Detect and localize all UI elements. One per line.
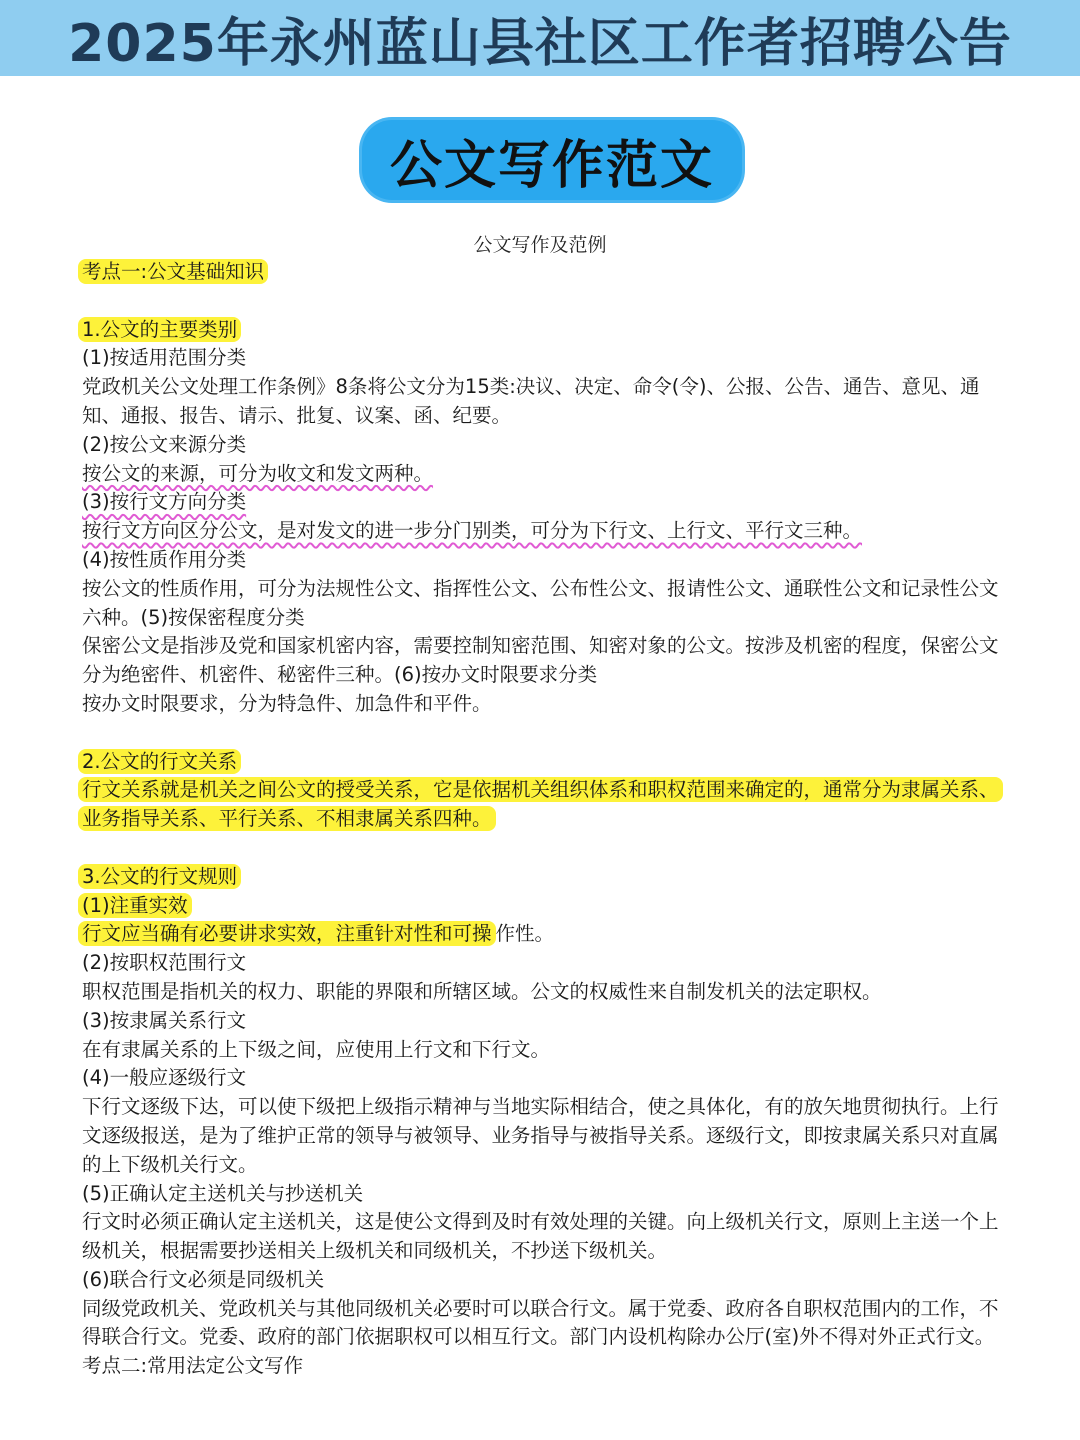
paragraph: (6)联合行文必须是同级机关 <box>82 1267 325 1291</box>
paragraph: 按公文的来源，可分为收文和发文两种。 <box>82 461 434 485</box>
paragraph: 行文关系就是机关之间公文的授受关系，它是依据机关组织体系和职权范围来确定的，通常分为隶属关系、业务指导关系、平行关系、不相隶属关系四种。 <box>82 776 1002 834</box>
paragraph: 保密公文是指涉及党和国家机密内容，需要控制知密范围、知密对象的公文。按涉及机密的程度，保密公文分为绝密件、机密件、秘密件三种。(6)按办文时限要求分类 <box>82 634 999 687</box>
document-subtitle: 公文写作及范例 <box>473 234 607 256</box>
paragraph: 在有隶属关系的上下级之间，应使用上行文和下行文。 <box>82 1037 551 1061</box>
paragraph: 按办文时限要求，分为特急件、加急件和平件。 <box>82 691 492 715</box>
paragraph: 行文时必须正确认定主送机关，这是使公文得到及时有效处理的关键。向上级机关行文，原则上主送一个上级机关，根据需要抄送相关上级机关和同级机关，不抄送下级机关。 <box>82 1210 999 1263</box>
paragraph: (1)按适用范围分类 <box>82 346 247 370</box>
badge-label: 公文写作范文 <box>389 135 714 196</box>
paragraph: (2)按公文来源分类 <box>82 432 247 456</box>
section-badge <box>362 120 742 200</box>
paragraph: (5)正确认定主送机关与抄送机关 <box>82 1181 364 1205</box>
point2-heading: 考点二:常用法定公文写作 <box>82 1354 304 1378</box>
header-banner <box>0 0 1080 76</box>
paragraph: 下行文逐级下达，可以使下级把上级指示精神与当地实际相结合，使之具体化，有的放矢地贯彻执行。上行文逐级报送，是为了维护正常的领导与被领导、业务指导与被指导关系。逐级行文，即按隶属关系只对直属的上下级机关行文。 <box>82 1095 999 1176</box>
paragraph: (4)按性质作用分类 <box>82 547 247 571</box>
paragraph: 党政机关公文处理工作条例》8条将公文分为15类:决议、决定、命令(令)、公报、公告、通告、意见、通知、通报、报告、请示、批复、议案、函、纪要。 <box>82 375 980 427</box>
section2-heading: 2.公文的行文关系 <box>82 748 1002 777</box>
paragraph: 按行文方向区分公文，是对发文的进一步分门别类，可分为下行文、上行文、平行文三种。 <box>82 519 863 543</box>
paragraph: (1)注重实效 <box>82 892 1002 921</box>
paragraph: (4)一般应逐级行文 <box>82 1066 247 1090</box>
paragraph: 按公文的性质作用，可分为法规性公文、指挥性公文、公布性公文、报请性公文、通联性公文和记录性公文六种。(5)按保密程度分类 <box>82 576 999 629</box>
section3-heading: 3.公文的行文规则 <box>82 863 1002 892</box>
page-title: 2025年永州蓝山县社区工作者招聘公告 <box>68 13 1012 74</box>
point1-heading: 考点一:公文基础知识 <box>82 258 1002 287</box>
paragraph: 职权范围是指机关的权力、职能的界限和所辖区域。公文的权威性来自制发机关的法定职权。 <box>82 979 882 1003</box>
document-body <box>82 258 1002 1381</box>
paragraph: (2)按职权范围行文 <box>82 951 247 975</box>
section1-heading: 1.公文的主要类别 <box>82 316 1002 345</box>
paragraph: (3)按隶属关系行文 <box>82 1008 247 1032</box>
paragraph: (3)按行文方向分类 <box>82 490 247 514</box>
paragraph: 同级党政机关、党政机关与其他同级机关必要时可以联合行文。属于党委、政府各自职权范围内的工作，不得联合行文。党委、政府的部门依据职权可以相互行文。部门内设机构除办公厅(室)外不得对外正式行文。 <box>82 1296 999 1349</box>
paragraph: 行文应当确有必要讲求实效，注重针对性和可操 作性。 <box>82 920 1002 949</box>
